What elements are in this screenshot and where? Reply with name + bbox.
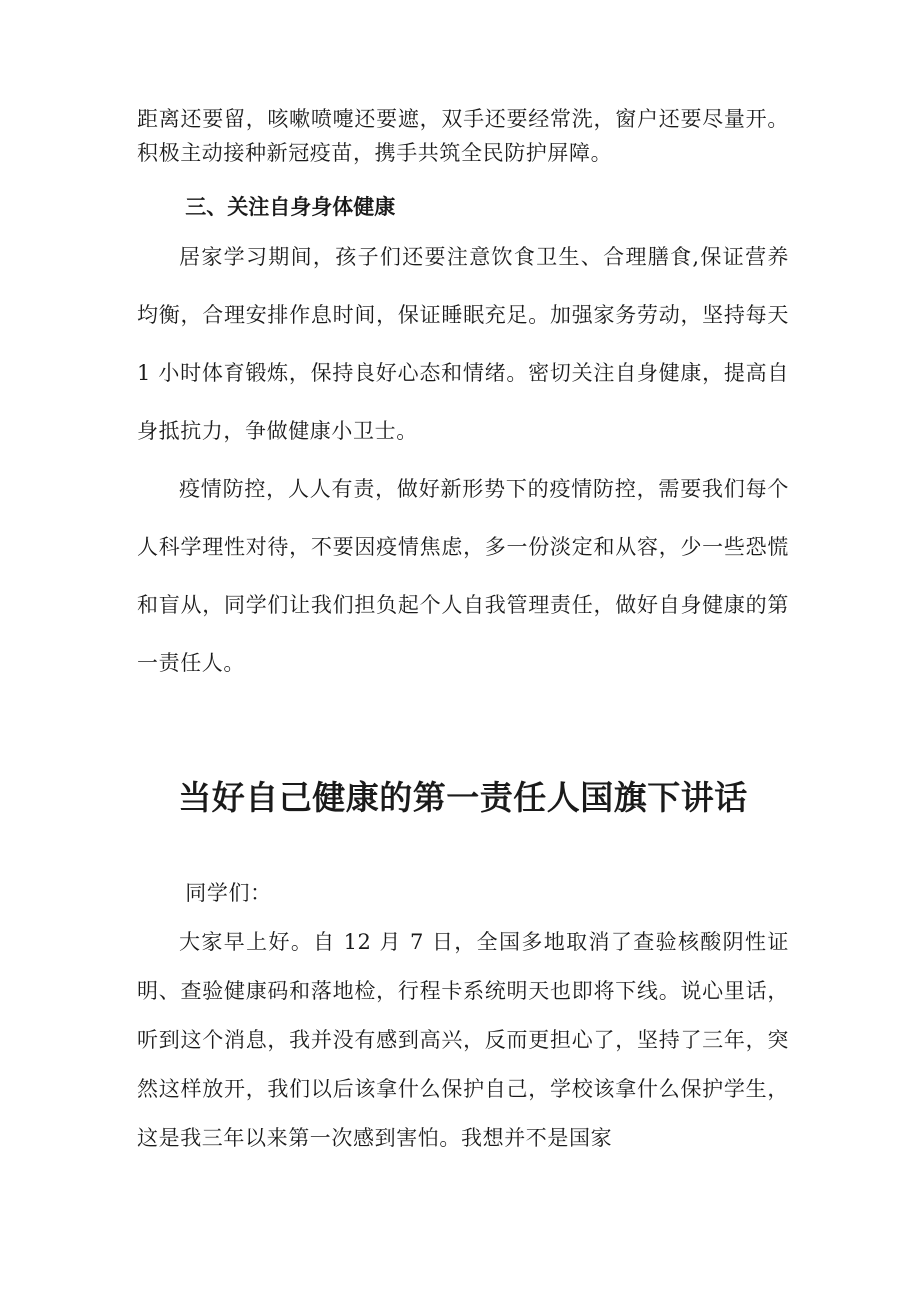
speech-title: 当好自己健康的第一责任人国旗下讲话 xyxy=(178,778,748,817)
document-page xyxy=(137,102,789,1163)
section-three-paragraph: 居家学习期间，孩子们还要注意饮食卫生、合理膳食,保证营养均衡，合理安排作息时间，保证睡眠充足。加强家务劳动，坚持每天 1 小时体育锻炼，保持良好心态和情绪。密切关注自身健康，提高自身抵抗力，争做健康小卫士。 xyxy=(137,245,789,443)
section-three-heading: 三、关注自身身体健康 xyxy=(185,195,396,219)
speech-body xyxy=(137,869,789,1163)
closing-paragraph: 疫情防控，人人有责，做好新形势下的疫情防控，需要我们每个人科学理性对待，不要因疫情焦虑，多一份淡定和从容，少一些恐慌和盲从，同学们让我们担负起个人自我管理责任，做好自身健康的第一责任人。 xyxy=(137,477,789,675)
intro-paragraph: 距离还要留，咳嗽喷嚏还要遮，双手还要经常洗，窗户还要尽量开。积极主动接种新冠疫苗，携手共筑全民防护屏障。 xyxy=(137,107,789,165)
speech-paragraph: 大家早上好。自 12 月 7 日，全国多地取消了查验核酸阴性证明、查验健康码和落地检，行程卡系统明天也即将下线。说心里话，听到这个消息，我并没有感到高兴，反而更担心了，坚持了三年，突然这样放开，我们以后该拿什么保护自己，学校该拿什么保护学生，这是我三年以来第一次感到害怕。我想并不是国家 xyxy=(137,930,789,1150)
salutation: 同学们： xyxy=(185,881,272,905)
section-three-body xyxy=(137,228,789,692)
